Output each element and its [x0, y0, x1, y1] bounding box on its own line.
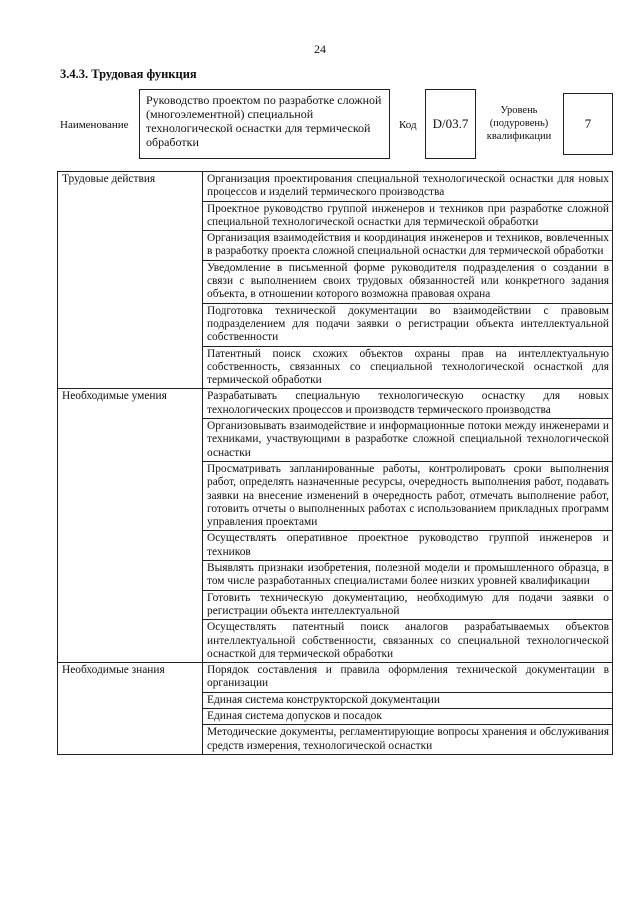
table-cell: Проектное руководство группой инженеров и техников при разработке сложной специальной технологической оснастки для термической обработки	[203, 201, 613, 231]
page-number: 24	[314, 42, 326, 56]
table-cell: Порядок составления и правила оформления технической документации в организации	[203, 663, 613, 693]
level-label: Уровень (подуровень) квалификации	[486, 105, 552, 142]
table-cell: Разрабатывать специальную технологическую оснастку для новых технологических процессов и производств термического производства	[203, 389, 613, 419]
table-cell: Единая система допусков и посадок	[203, 708, 613, 724]
code-label: Код	[399, 119, 417, 131]
table-cell: Организация взаимодействия и координация инженеров и техников, вовлеченных в разработку проекта сложной специальной оснастки для термической обработки	[203, 231, 613, 261]
function-table	[57, 171, 613, 755]
table-cell: Единая система конструкторской документации	[203, 692, 613, 708]
table-cell: Выявлять признаки изобретения, полезной модели и промышленного образца, в том числе разработанных специалистами более низких уровней квалификации	[203, 561, 613, 591]
table-cell: Методические документы, регламентирующие вопросы хранения и обслуживания средств измерения, технологической оснастки	[203, 725, 613, 755]
code-value-box: D/03.7	[425, 89, 476, 159]
level-value-box: 7	[563, 93, 613, 155]
group-label-skills: Необходимые умения	[58, 389, 203, 663]
table-cell: Готовить техническую документацию, необходимую для подачи заявки о регистрации объекта интеллектуальной	[203, 590, 613, 620]
function-name-box: Руководство проектом по разработке сложной (многоэлементной) специальной технологической оснастки для термической обработки	[139, 89, 390, 159]
table-row	[58, 389, 613, 419]
table-row	[58, 172, 613, 202]
name-label: Наименование	[60, 119, 129, 131]
group-label-knowledge: Необходимые знания	[58, 663, 203, 755]
table-cell: Организация проектирования специальной технологической оснастки для новых процессов и изделий термического производства	[203, 172, 613, 202]
table-row	[58, 663, 613, 693]
table-cell: Просматривать запланированные работы, контролировать сроки выполнения работ, определять назначенные ресурсы, очередность выполнения работ, подавать заявки на внесение изменений в очередность работ, отмечать выполнение работ, готовить отчеты о выполненных работах с использованием прикладных программ управления проектами	[203, 461, 613, 530]
table-cell: Уведомление в письменной форме руководителя подразделения о создании в связи с выполнением своих трудовых обязанностей или конкретного задания объекта, в отношении которого возможна правовая охрана	[203, 260, 613, 303]
table-cell: Организовывать взаимодействие и информационные потоки между инженерами и техниками, участвующими в разработке сложной специальной технологической оснастки	[203, 419, 613, 462]
table-cell: Осуществлять патентный поиск аналогов разрабатываемых объектов интеллектуальной собственности, связанных со специальной технологической оснасткой для термической обработки	[203, 620, 613, 663]
table-cell: Подготовка технической документации во взаимодействии с правовым подразделением для подачи заявки о регистрации объекта интеллектуальной собственности	[203, 303, 613, 346]
table-cell: Патентный поиск схожих объектов охраны прав на интеллектуальную собственность, связанных со специальной технологической оснасткой для термической обработки	[203, 346, 613, 389]
section-title: 3.4.3. Трудовая функция	[60, 67, 197, 81]
group-label-actions: Трудовые действия	[58, 172, 203, 389]
table-cell: Осуществлять оперативное проектное руководство группой инженеров и техников	[203, 531, 613, 561]
